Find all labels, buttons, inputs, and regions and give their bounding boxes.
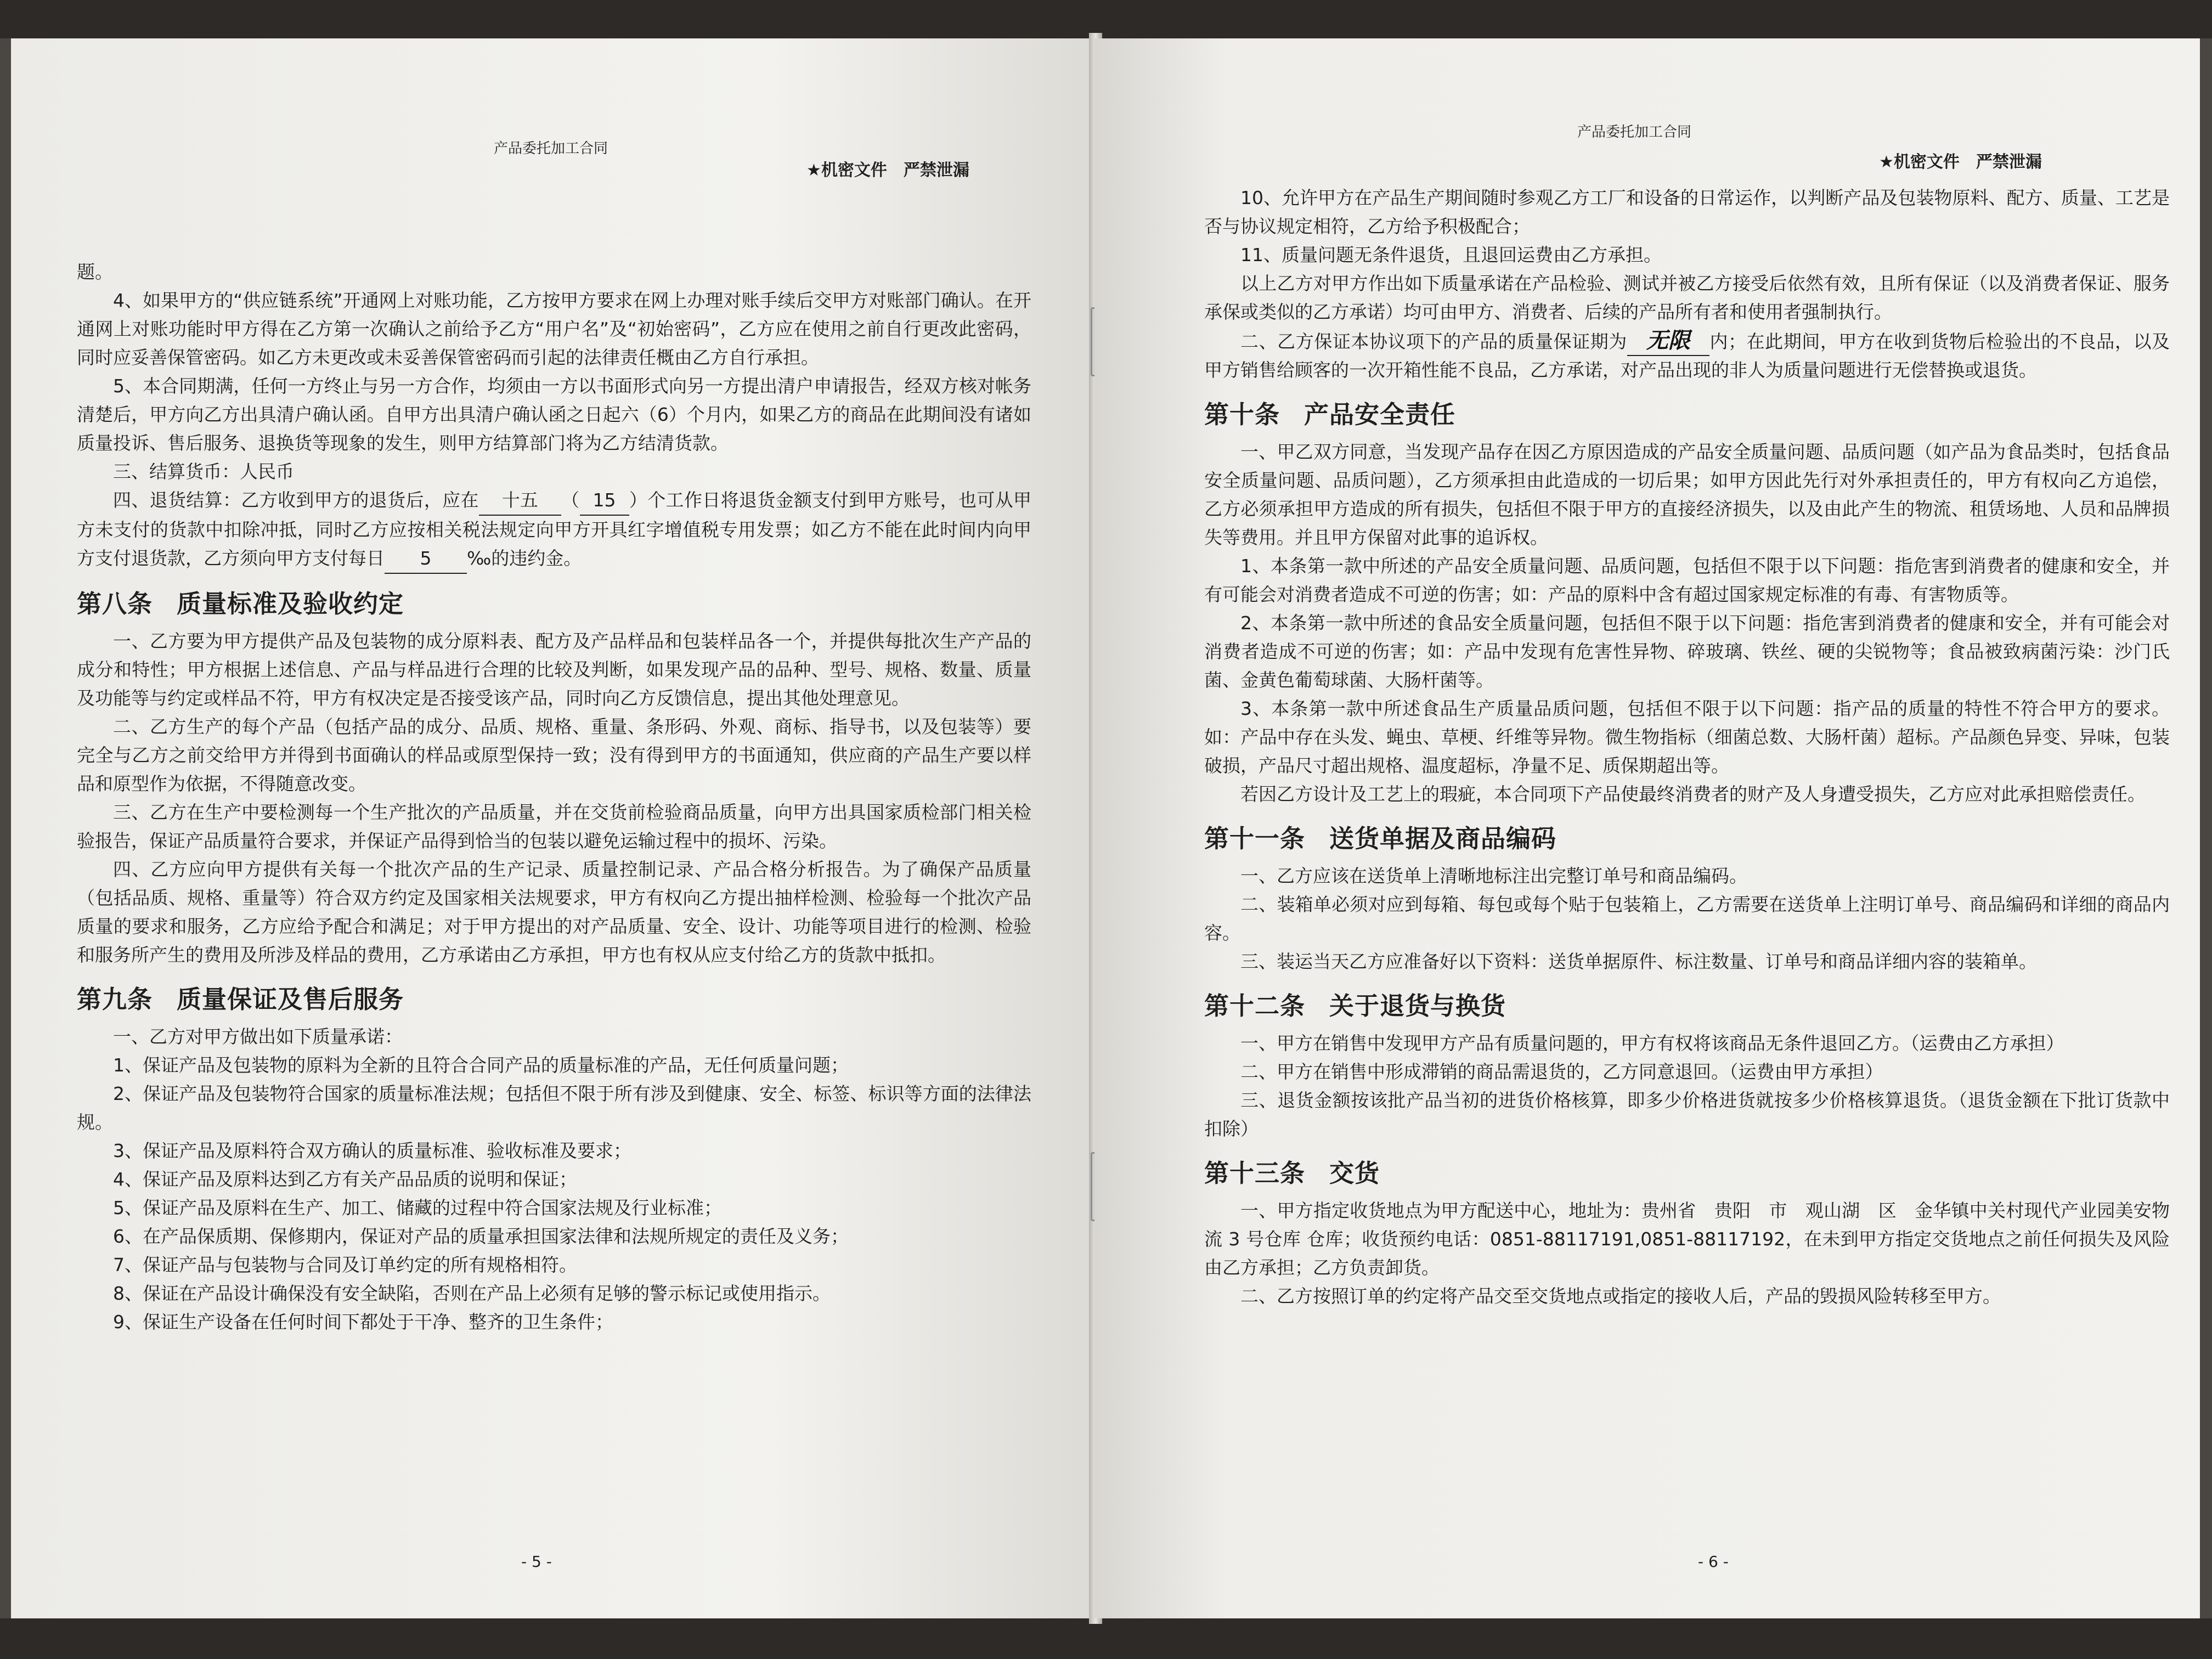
paragraph: 二、乙方生产的每个产品（包括产品的成分、品质、规格、重量、条形码、外观、商标、指导书，以及包装等）要完全与乙方之前交给甲方并得到书面确认的样品或原型保持一致；没有得到甲方的书面通知，供应商的产品生产要以样品和原型作为依据，不得随意改变。 <box>77 716 1031 794</box>
paragraph: 一、乙方要为甲方提供产品及包装物的成分原料表、配方及产品样品和包装样品各一个，并提供每批次生产产品的成分和特性；甲方根据上述信息、产品与样品进行合理的比较及判断，如果发现产品的品种、型号、规格、数量、质量及功能等与约定或样品不符，甲方有权决定是否接受该产品，同时向乙方反馈信息，提出其他处理意见。 <box>77 630 1031 709</box>
desk-background-top <box>0 0 2212 38</box>
paragraph: 1、本条第一款中所述的产品安全质量问题、品质问题，包括但不限于以下问题：指危害到消费者的健康和安全，并有可能会对消费者造成不可逆的伤害；如：产品的原料中含有超过国家规定标准的有毒、有害物质等。 <box>1204 555 2170 605</box>
penalty-rate-field: 5 <box>385 544 467 574</box>
confidential-mark: ★机密文件 严禁泄漏 <box>806 161 969 180</box>
paragraph: 三、结算货币：人民币 <box>113 461 294 482</box>
paragraph: 二、装箱单必须对应到每箱、每包或每个贴于包装箱上，乙方需要在送货单上注明订单号、商品编码和详细的商品内容。 <box>1204 894 2170 944</box>
section-11-title: 第十一条 送货单据及商品编码 <box>1204 824 1557 853</box>
section-8-title: 第八条 质量标准及验收约定 <box>77 589 404 618</box>
paragraph: 一、乙方应该在送货单上清晰地标注出完整订单号和商品编码。 <box>1240 865 1747 887</box>
paragraph: 一、甲方指定收货地点为甲方配送中心，地址为：贵州省 贵阳 市 观山湖 区 金华镇中关村现代产业园美安物流 3 号仓库 仓库；收货预约电话：0851-88117191,0851-88117192，在未到甲方指定交货地点之前任何损失及风险由乙方承担；乙方负责卸货。 <box>1204 1200 2170 1278</box>
list-item: 6、在产品保质期、保修期内，保证对产品的质量承担国家法律和法规所规定的责任及义务； <box>113 1226 849 1247</box>
page-header: 产品委托加工合同 <box>494 140 608 157</box>
list-item: 5、保证产品及原料在生产、加工、储藏的过程中符合国家法规及行业标准； <box>113 1197 722 1218</box>
return-days-num-field: 15 <box>580 486 629 516</box>
paragraph: 2、本条第一款中所述的食品安全质量问题，包括但不限于以下问题：指危害到消费者的健康和安全，并有可能会对消费者造成不可逆的伤害；如：产品中发现有危害性异物、碎玻璃、铁丝、硬的尖锐物等；食品被致病菌污染：沙门氏菌、金黄色葡萄球菌、大肠杆菌等。 <box>1204 612 2170 691</box>
paragraph: 3、本条第一款中所述食品生产质量品质问题，包括但不限于以下问题：指产品的质量的特性不符合甲方的要求。如：产品中存在头发、蝇虫、草梗、纤维等异物。微生物指标（细菌总数、大肠杆菌）超标。产品颜色异变、异味，包装破损，产品尺寸超出规格、温度超标，净量不足、质保期超出等。 <box>1204 698 2170 776</box>
paragraph: 以上乙方对甲方作出如下质量承诺在产品检验、测试并被乙方接受后依然有效，且所有保证（以及消费者保证、服务承保或类似的乙方承诺）均可由甲方、消费者、后续的产品所有者和使用者强制执行。 <box>1204 273 2170 323</box>
page-number: - 6 - <box>1698 1553 1729 1571</box>
warranty-paragraph: 二、乙方保证本协议项下的产品的质量保证期为 无限 内；在此期间，甲方在收到货物后检验出的不良品，以及甲方销售给顾客的一次开箱性能不良品，乙方承诺，对产品出现的非人为质量问题进行无偿替换或退货。 <box>1204 328 2170 381</box>
section-9-title: 第九条 质量保证及售后服务 <box>77 985 404 1014</box>
paragraph: 10、允许甲方在产品生产期间随时参观乙方工厂和设备的日常运作，以判断产品及包装物原料、配方、质量、工艺是否与协议规定相符，乙方给予积极配合； <box>1204 187 2170 237</box>
confidential-mark: ★机密文件 严禁泄漏 <box>1879 153 2042 172</box>
list-item: 4、保证产品及原料达到乙方有关产品品质的说明和保证； <box>113 1169 577 1190</box>
section-13-title: 第十三条 交货 <box>1204 1159 1380 1188</box>
paragraph: 一、甲方在销售中发现甲方产品有质量问题的，甲方有权将该商品无条件退回乙方。（运费由乙方承担） <box>1240 1032 2064 1054</box>
paragraph: 四、乙方应向甲方提供有关每一个批次产品的生产记录、质量控制记录、产品合格分析报告。为了确保产品质量（包括品质、规格、重量等）符合双方约定及国家相关法规要求，甲方有权向乙方提出抽样检测、检验每一个批次产品质量的要求和服务，乙方应给予配合和满足；对于甲方提出的对产品质量、安全、设计、功能等项目进行的检测、检验和服务所产生的费用及所涉及样品的费用，乙方承诺由乙方承担，甲方也有权从应支付给乙方的货款中抵扣。 <box>77 859 1031 966</box>
list-item: 2、保证产品及包装物符合国家的质量标准法规；包括但不限于所有涉及到健康、安全、标签、标识等方面的法律法规。 <box>77 1083 1031 1133</box>
return-settlement-paragraph: 四、退货结算：乙方收到甲方的退货后，应在 十五 （ 15 ）个工作日将退货金额支付到甲方账号，也可从甲方未支付的货款中扣除冲抵，同时乙方应按相关税法规定向甲方开具红字增值税专用发票；如乙方不能在此时间内向甲方支付退货款，乙方须向甲方支付每日 5 ‰的违约金。 <box>77 486 1031 574</box>
left-page <box>11 38 1094 1618</box>
paragraph: 二、甲方在销售中形成滞销的商品需退货的，乙方同意退回。（运费由甲方承担） <box>1240 1061 1883 1082</box>
right-content <box>1204 184 2170 1311</box>
warranty-period-handwritten: 无限 <box>1627 326 1709 356</box>
paragraph: 二、乙方按照订单的约定将产品交至交货地点或指定的接收人后，产品的毁损风险转移至甲方。 <box>1240 1285 2001 1307</box>
left-content <box>77 258 1031 1336</box>
list-item: 8、保证在产品设计确保没有安全缺陷，否则在产品上必须有足够的警示标记或使用指示。 <box>113 1283 831 1304</box>
paragraph: 三、装运当天乙方应准备好以下资料：送货单据原件、标注数量、订单号和商品详细内容的装箱单。 <box>1240 951 2037 972</box>
paragraph: 4、如果甲方的“供应链系统”开通网上对账功能，乙方按甲方要求在网上办理对账手续后交甲方对账部门确认。在开通网上对账功能时甲方得在乙方第一次确认之前给予乙方“用户名”及“初始密码”，乙方应在使用之前自行更改此密码，同时应妥善保管密码。如乙方未更改或未妥善保管密码而引起的法律责任概由乙方自行承担。 <box>77 290 1031 368</box>
paragraph: 三、退货金额按该批产品当初的进货价格核算，即多少价格进货就按多少价格核算退货。（退货金额在下批订货款中扣除） <box>1204 1090 2170 1139</box>
list-item: 3、保证产品及原料符合双方确认的质量标准、验收标准及要求； <box>113 1140 631 1161</box>
desk-background-bottom <box>0 1618 2212 1659</box>
paragraph: 5、本合同期满，任何一方终止与另一方合作，均须由一方以书面形式向另一方提出清户申请报告，经双方核对帐务清楚后，甲方向乙方出具清户确认函。自甲方出具清户确认函之日起六（6）个月内，如果乙方的商品在此期间没有诸如质量投诉、售后服务、退换货等现象的发生，则甲方结算部门将为乙方结清货款。 <box>77 375 1031 454</box>
list-item: 9、保证生产设备在任何时间下都处于干净、整齐的卫生条件； <box>113 1311 613 1333</box>
section-12-title: 第十二条 关于退货与换货 <box>1204 991 1506 1020</box>
list-item: 1、保证产品及包装物的原料为全新的且符合合同产品的质量标准的产品，无任何质量问题； <box>113 1054 849 1076</box>
section-10-title: 第十条 产品安全责任 <box>1204 400 1456 429</box>
paragraph: 若因乙方设计及工艺上的瑕疵，本合同项下产品使最终消费者的财产及人身遭受损失，乙方应对此承担赔偿责任。 <box>1240 783 2146 805</box>
paragraph: 11、质量问题无条件退货，且退回运费由乙方承担。 <box>1240 244 1662 266</box>
page-number: - 5 - <box>521 1553 552 1571</box>
paragraph: 一、乙方对甲方做出如下质量承诺： <box>113 1026 403 1047</box>
list-item: 7、保证产品与包装物与合同及订单约定的所有规格相符。 <box>113 1254 577 1276</box>
paragraph: 三、乙方在生产中要检测每一个生产批次的产品质量，并在交货前检验商品质量，向甲方出具国家质检部门相关检验报告，保证产品质量符合要求，并保证产品得到恰当的包装以避免运输过程中的损坏、污染。 <box>77 802 1031 851</box>
paragraph: 题。 <box>77 261 113 283</box>
return-days-cn-field: 十五 <box>479 486 561 516</box>
right-page <box>1094 38 2200 1618</box>
page-header: 产品委托加工合同 <box>1577 124 1692 140</box>
paragraph: 一、甲乙双方同意，当发现产品存在因乙方原因造成的产品安全质量问题、品质问题（如产品为食品类时，包括食品安全质量问题、品质问题），乙方须承担由此造成的一切后果；如甲方因此先行对外承担责任的，甲方有权向乙方追偿，乙方必须承担甲方造成的所有损失，包括但不限于甲方的直接经济损失，以及由此产生的物流、租赁场地、人员和品牌损失等费用。并且甲方保留对此事的追诉权。 <box>1204 441 2170 548</box>
